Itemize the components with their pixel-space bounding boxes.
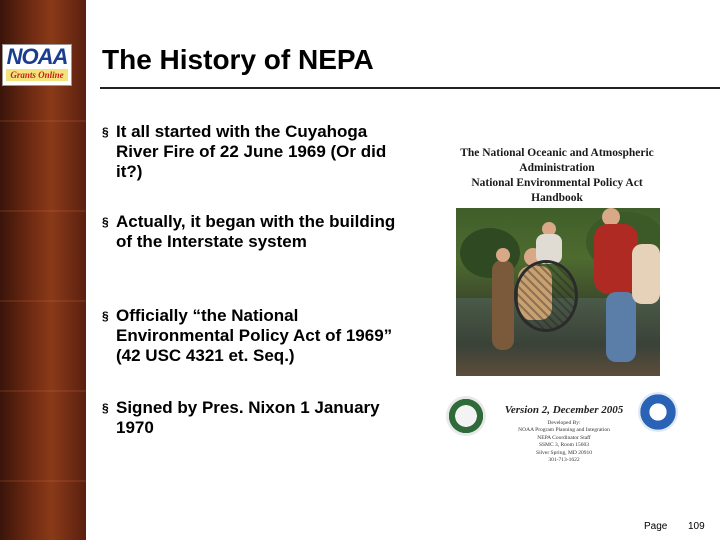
bullet-text: It all started with the Cuyahoga River Fire of 22 June 1969 (Or did it?) — [116, 122, 387, 181]
bullet-marker: § — [102, 309, 109, 323]
logo-name: NOAA — [6, 44, 68, 69]
bullet-text: Signed by Pres. Nixon 1 January 1970 — [116, 398, 380, 437]
doc-seal-icon — [446, 396, 486, 436]
noaa-logo — [2, 44, 72, 86]
cover-credits: Developed By: NOAA Program Planning and Integration NEPA Coordinator Staff SSMC 3, Room 15603 Silver Spring, MD 20910 301-713-1622 — [518, 420, 610, 464]
river-photo — [456, 208, 660, 376]
handbook-cover — [446, 140, 668, 472]
logo-subtitle: Grants Online — [6, 69, 68, 81]
bullet-item — [102, 398, 402, 438]
watermark-text — [0, 160, 86, 280]
page-number: 109 — [688, 521, 705, 532]
noaa-seal-icon — [638, 392, 678, 432]
bullet-item — [102, 306, 402, 366]
bullet-marker: § — [102, 125, 109, 139]
slide-title: The History of NEPA — [102, 44, 374, 75]
bullet-text: Actually, it began with the building of the Interstate system — [116, 212, 396, 251]
bullet-marker: § — [102, 215, 109, 229]
page-label: Page — [644, 521, 668, 532]
fishing-net — [514, 260, 578, 332]
cover-title: The National Oceanic and Atmospheric Administration National Environmental Policy Act Handbook — [460, 147, 654, 204]
bullet-text: Officially “the National Environmental Policy Act of 1969” (42 USC 4321 et. Seq.) — [116, 306, 393, 365]
cover-version: Version 2, December 2005 — [504, 404, 624, 416]
bullet-item — [102, 212, 402, 252]
bullet-item — [102, 122, 402, 182]
bullet-marker: § — [102, 401, 109, 415]
title-divider — [100, 87, 720, 89]
